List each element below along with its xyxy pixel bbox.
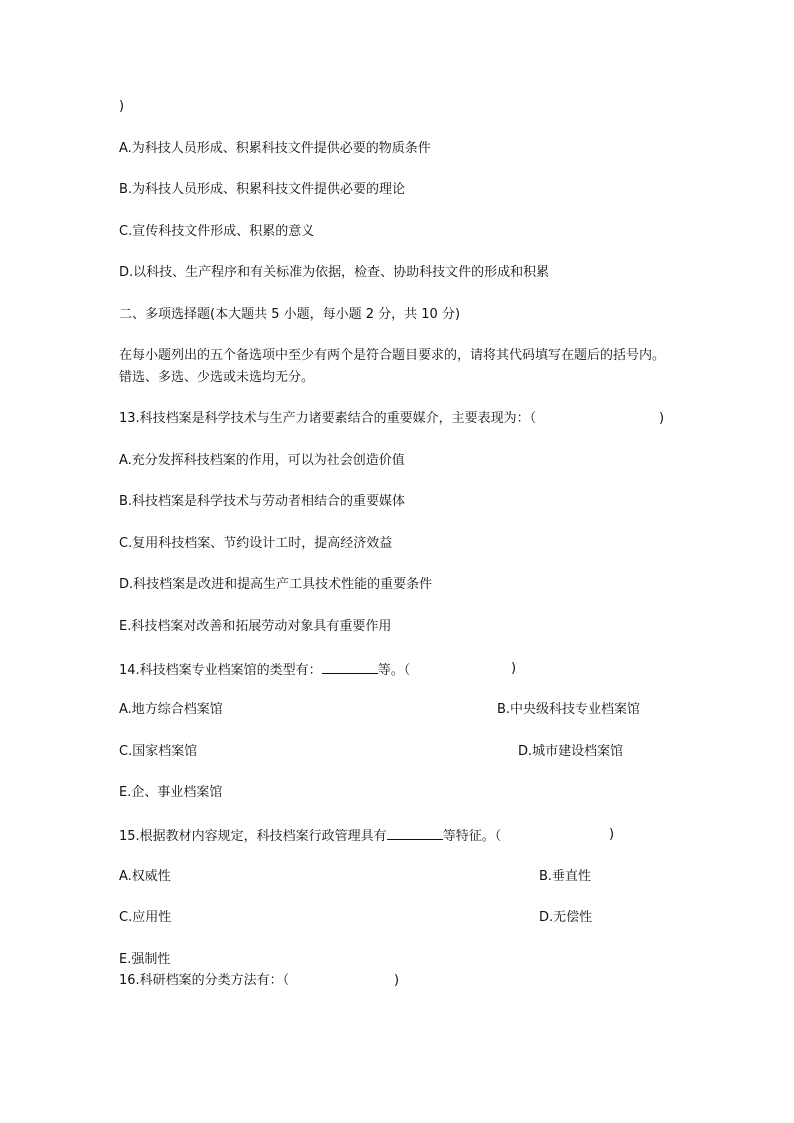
q13-option-d: D.科技档案是改进和提高生产工具技术性能的重要条件: [119, 577, 433, 592]
q14-option-e: E.企、事业档案馆: [119, 785, 223, 800]
q15-option-d: D.无偿性: [539, 910, 593, 925]
q13-text: 13.科技档案是科学技术与生产力诸要素结合的重要媒介，主要表现为：（: [119, 411, 537, 426]
q14-option-d: D.城市建设档案馆: [518, 744, 624, 759]
q15-option-a: A.权威性: [119, 869, 171, 884]
q14-option-a: A.地方综合档案馆: [119, 702, 223, 717]
q14-blank: [322, 661, 378, 674]
q13-option-b: B.科技档案是科学技术与劳动者相结合的重要媒体: [119, 494, 406, 509]
q12-option-a: A.为科技人员形成、积累科技文件提供必要的物质条件: [119, 141, 431, 156]
q16-text: 16.科研档案的分类方法有：（: [119, 973, 290, 988]
q15-text-pre: 15.根据教材内容规定，科技档案行政管理具有: [119, 829, 387, 844]
q15-option-b: B.垂直性: [539, 869, 592, 884]
q14-text-post: 等。（: [377, 663, 411, 678]
q14-stem: [119, 661, 517, 679]
q13-option-a: A.充分发挥科技档案的作用，可以为社会创造价值: [119, 453, 405, 468]
q15-text-post: 等特征。（: [442, 829, 502, 844]
q14-option-b: B.中央级科技专业档案馆: [497, 702, 641, 717]
q15-option-c: C.应用性: [119, 910, 172, 925]
q14-paren-close: ): [511, 661, 517, 676]
section2-title: 二、多项选择题(本大题共 5 小题，每小题 2 分，共 10 分): [119, 307, 461, 322]
q16-paren-close: ): [394, 973, 400, 988]
q16-stem: [119, 973, 400, 989]
q14-text-pre: 14.科技档案专业档案馆的类型有：: [119, 663, 322, 678]
section2-instruction: 在每小题列出的五个备选项中至少有两个是符合题目要求的，请将其代码填写在题后的括号内。错选、多选、少选或未选均无分。: [119, 348, 666, 385]
q13-paren-close: ): [659, 411, 665, 426]
q14-option-c: C.国家档案馆: [119, 744, 198, 759]
q12-option-c: C.宣传科技文件形成、积累的意义: [119, 224, 315, 239]
q12-option-b: B.为科技人员形成、积累科技文件提供必要的理论: [119, 182, 406, 197]
q13-stem: [119, 411, 665, 427]
paren-close-line: ): [119, 99, 125, 114]
q15-option-e: E.强制性: [119, 952, 171, 967]
q15-blank: [387, 827, 443, 840]
q13-option-e: E.科技档案对改善和拓展劳动对象具有重要作用: [119, 619, 392, 634]
q15-stem: [119, 827, 615, 845]
q13-option-c: C.复用科技档案、节约设计工时，提高经济效益: [119, 536, 393, 551]
q15-paren-close: ): [609, 827, 615, 842]
q12-option-d: D.以科技、生产程序和有关标准为依据，检查、协助科技文件的形成和积累: [119, 265, 550, 280]
